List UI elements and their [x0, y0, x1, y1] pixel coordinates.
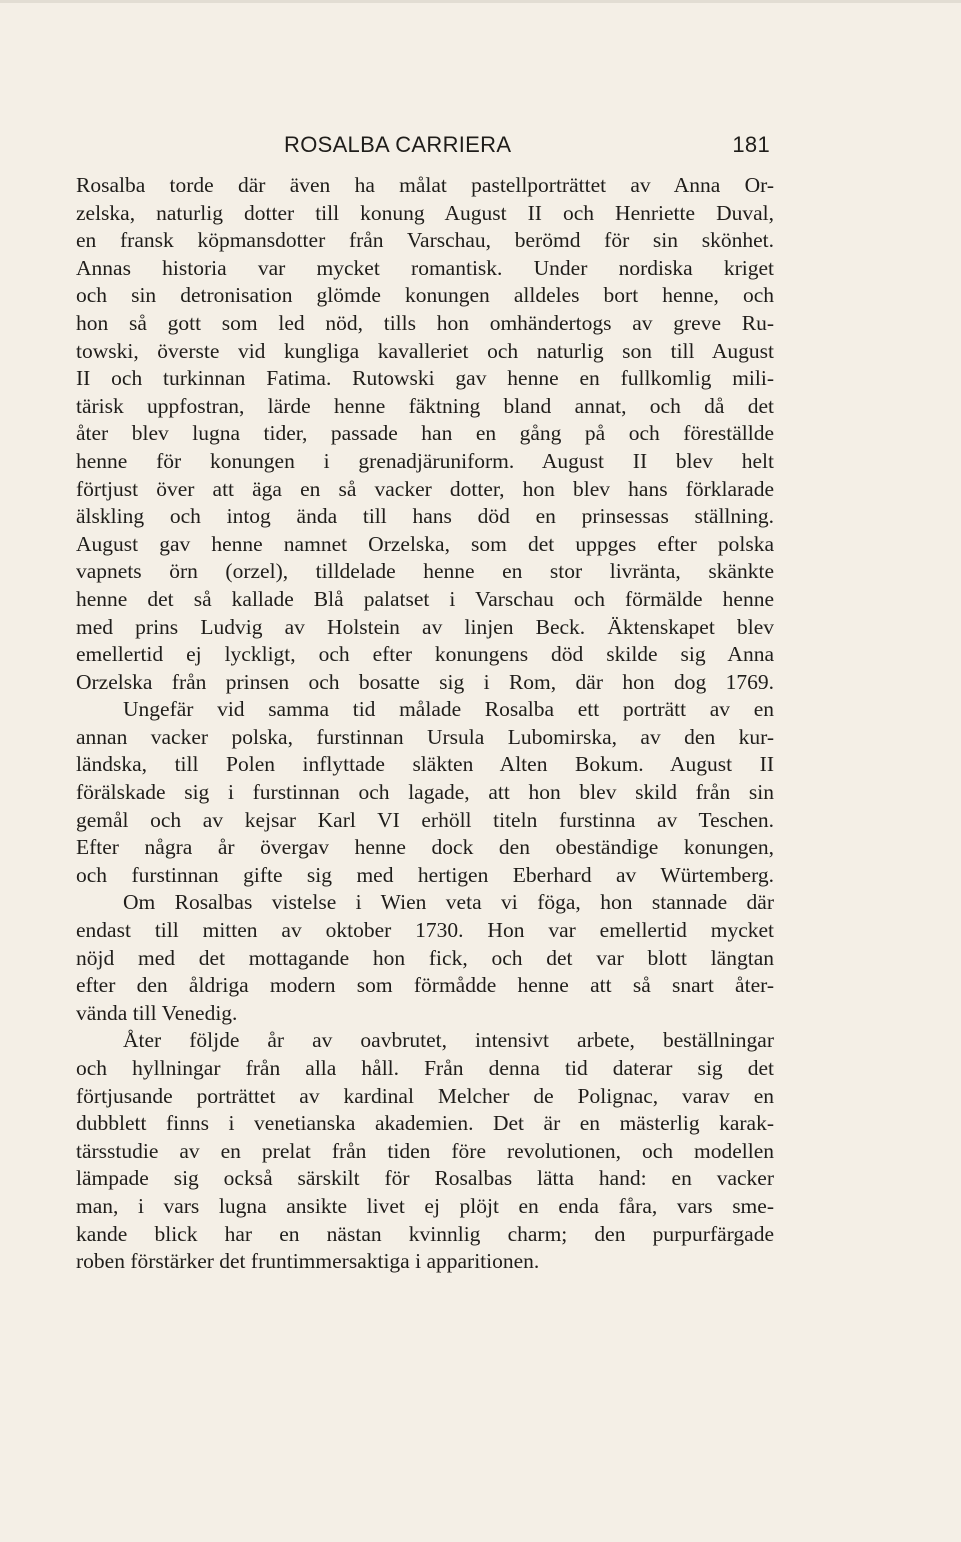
text-line: towski, överste vid kungliga kavalleriet och naturlig son till August	[76, 338, 774, 363]
text-line: efter den åldriga modern som förmådde henne att så snart åter-	[76, 973, 774, 998]
text-line: Ungefär vid samma tid målade Rosalba ett porträtt av en	[123, 697, 774, 722]
text-line: vända till Venedig.	[76, 1000, 238, 1025]
text-line: förtjusande porträttet av kardinal Melcher de Polignac, varav en	[76, 1083, 774, 1108]
running-title: ROSALBA CARRIERA	[284, 132, 512, 157]
text-line: Rosalba torde där även ha målat pastellporträttet av Anna Or-	[76, 173, 774, 197]
text-line: tärisk uppfostran, lärde henne fäktning bland annat, och då det	[76, 393, 774, 418]
text-line: henne för konungen i grenadjäruniform. August II blev helt	[76, 448, 774, 473]
book-page	[76, 128, 774, 1276]
text-line: endast till mitten av oktober 1730. Hon var emellertid mycket	[76, 918, 774, 943]
text-line: åter blev lugna tider, passade han en gång på och föreställde	[76, 421, 774, 446]
text-line: dubblett finns i venetianska akademien. Det är en mästerlig karak-	[76, 1111, 774, 1136]
text-line: Efter några år övergav henne dock den obeständige konungen,	[76, 835, 774, 860]
text-line: Om Rosalbas vistelse i Wien veta vi föga, hon stannade där	[123, 890, 774, 915]
running-head	[76, 128, 774, 164]
page-top-edge	[0, 0, 961, 3]
body-text	[76, 172, 774, 1276]
text-line: tärsstudie av en prelat från tiden före revolutionen, och modellen	[76, 1138, 774, 1163]
text-line: henne det så kallade Blå palatset i Varschau och förmälde henne	[76, 586, 774, 611]
text-line: August gav henne namnet Orzelska, som det uppges efter polska	[76, 531, 774, 556]
text-line: Annas historia var mycket romantisk. Under nordiska kriget	[76, 255, 774, 280]
text-line: nöjd med det mottagande hon fick, och det var blott längtan	[76, 945, 774, 970]
text-line: II och turkinnan Fatima. Rutowski gav henne en fullkomlig mili-	[76, 366, 774, 391]
text-line: hon så gott som led nöd, tills hon omhändertogs av greve Ru-	[76, 310, 774, 335]
text-line: och furstinnan gifte sig med hertigen Eberhard av Würtemberg.	[76, 862, 774, 887]
text-line: Åter följde år av oavbrutet, intensivt arbete, beställningar	[123, 1028, 774, 1053]
text-line: och hyllningar från alla håll. Från denna tid daterar sig det	[76, 1056, 774, 1080]
text-line: förtjust över att äga en så vacker dotter, hon blev hans förklarade	[76, 476, 774, 501]
text-line: zelska, naturlig dotter till konung August II och Henriette Duval,	[76, 200, 774, 225]
text-line: emellertid ej lyckligt, och efter konungens död skilde sig Anna	[76, 642, 774, 667]
text-line: Orzelska från prinsen och bosatte sig i Rom, där hon dog 1769.	[76, 669, 774, 694]
text-line: vapnets örn (orzel), tilldelade henne en stor livränta, skänkte	[76, 559, 774, 584]
text-line: och sin detronisation glömde konungen alldeles bort henne, och	[76, 283, 774, 308]
text-line: älskling och intog ända till hans död en prinsessas ställning.	[76, 504, 774, 529]
text-line: gemål och av kejsar Karl VI erhöll titeln furstinna av Teschen.	[76, 807, 774, 832]
text-line: förälskade sig i furstinnan och lagade, att hon blev skild från sin	[76, 780, 774, 805]
text-line: man, i vars lugna ansikte livet ej plöjt en enda fåra, vars sme-	[76, 1193, 774, 1218]
text-line: med prins Ludvig av Holstein av linjen Beck. Äktenskapet blev	[76, 614, 774, 639]
text-line: kande blick har en nästan kvinnlig charm; den purpurfärgade	[76, 1221, 774, 1246]
text-line: roben förstärker det fruntimmersaktiga i apparitionen.	[76, 1249, 540, 1274]
text-line: ländska, till Polen inflyttade släkten Alten Bokum. August II	[76, 752, 774, 777]
text-line: en fransk köpmansdotter från Varschau, berömd för sin skönhet.	[76, 228, 774, 253]
text-line: annan vacker polska, furstinnan Ursula Lubomirska, av den kur-	[76, 724, 774, 749]
page-number: 181	[732, 132, 770, 157]
text-line: lämpade sig också särskilt för Rosalbas lätta hand: en vacker	[76, 1166, 774, 1191]
